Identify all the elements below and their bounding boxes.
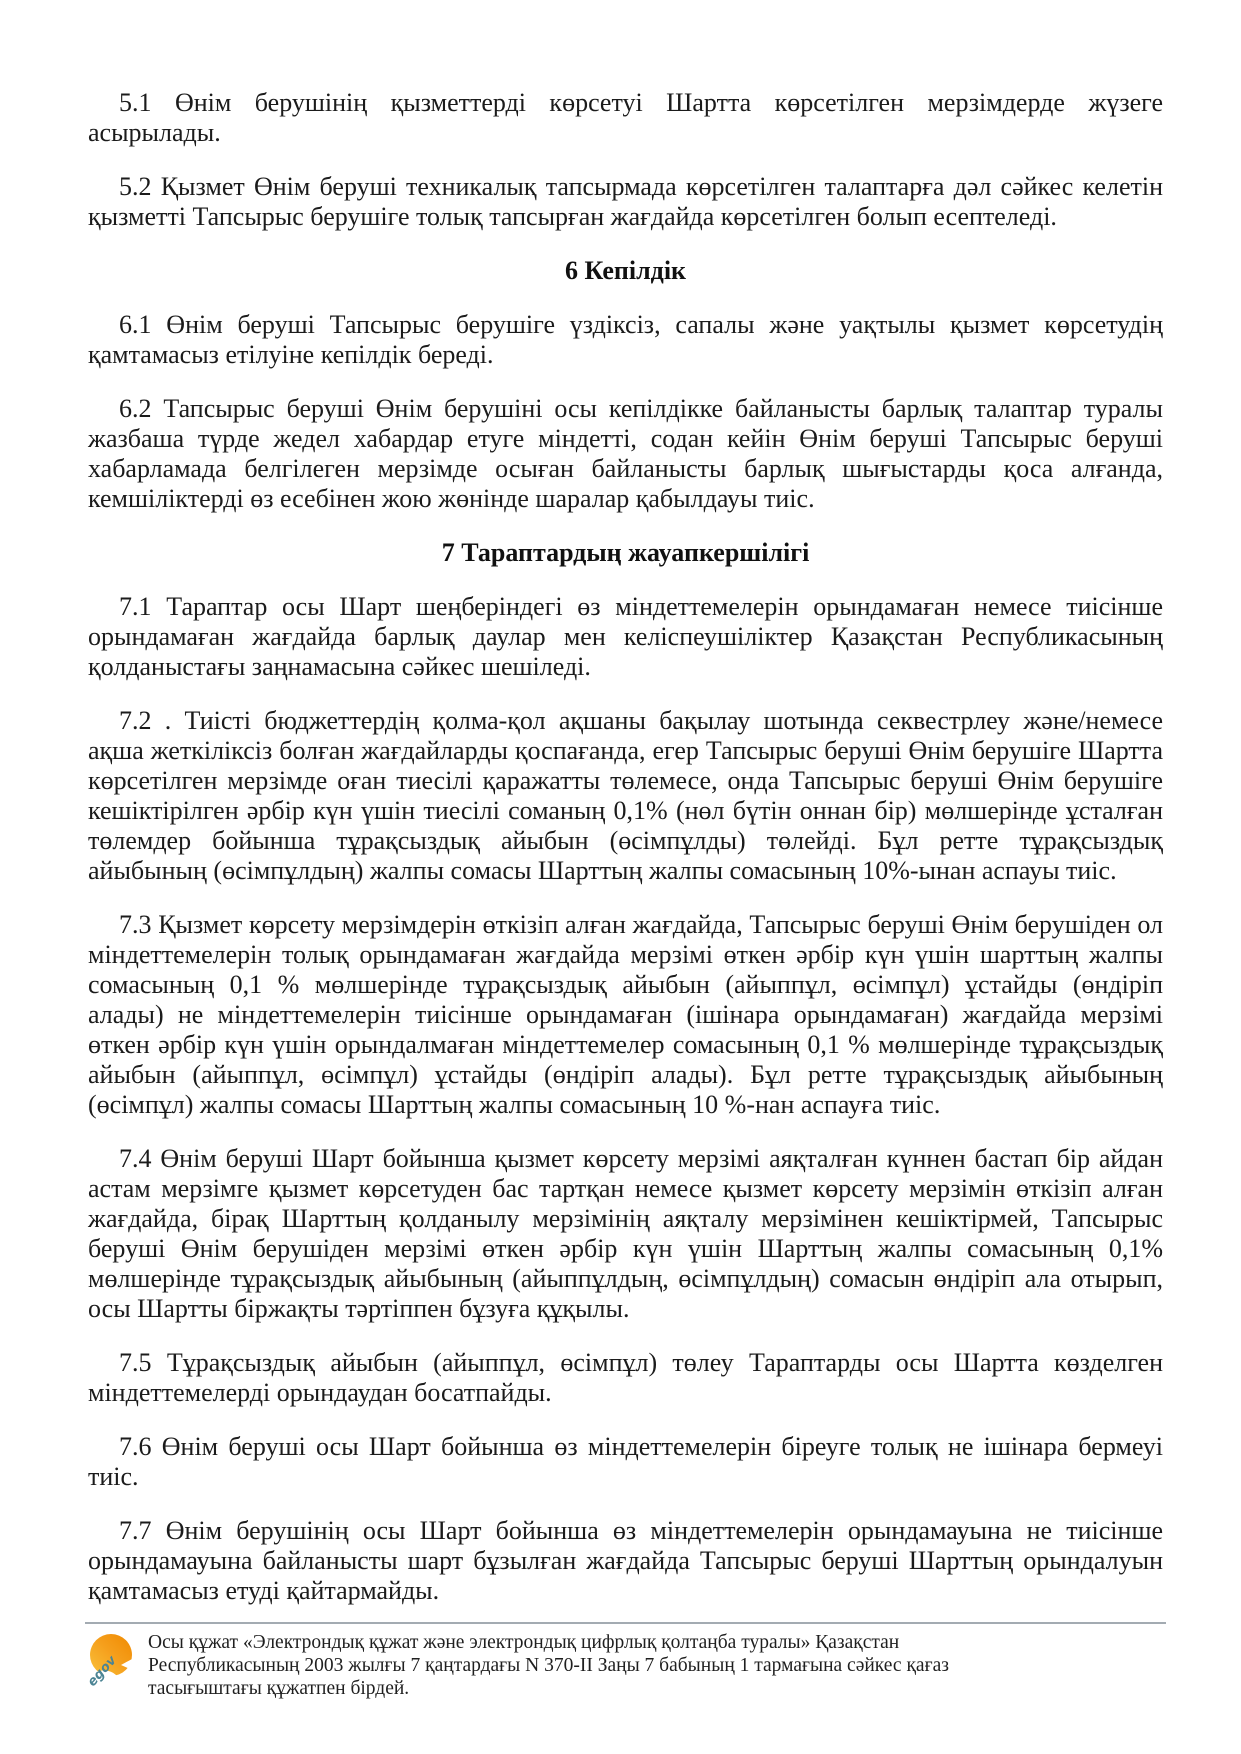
esign-footer (85, 1622, 1166, 1700)
clause-7-1: 7.1 Тараптар осы Шарт шеңберіндегі өз міндеттемелерін орындамаған немесе тиісінше орындамаған жағдайда барлық даулар мен келіспеушіліктер Қазақстан Республикасының қолданыстағы заңнамасына сәйкес шешіледі. (88, 592, 1163, 681)
clause-7-6: 7.6 Өнім беруші осы Шарт бойынша өз міндеттемелерін біреуге толық не ішінара бермеуі тиіс. (88, 1432, 1163, 1491)
clause-5-1: 5.1 Өнім берушінің қызметтерді көрсетуі Шартта көрсетілген мерзімдерде жүзеге асырылады. (88, 88, 1163, 147)
egov-logo (85, 1633, 137, 1689)
contract-text (88, 88, 1163, 1606)
esign-note: Осы құжат «Электрондық құжат және электрондық цифрлық қолтаңба туралы» Қазақстан Республикасының 2003 жылғы 7 қаңтардағы N 370-II Заңы 7 бабының 1 тармағына сәйкес қағаз тасығыштағы құжатпен бірдей. (148, 1632, 949, 1699)
clause-7-5: 7.5 Тұрақсыздық айыбын (айыппұл, өсімпұл) төлеу Тараптарды осы Шартта көзделген міндеттемелерді орындаудан босатпайды. (88, 1348, 1163, 1407)
clause-5-2: 5.2 Қызмет Өнім беруші техникалық тапсырмада көрсетілген талаптарға дәл сәйкес келетін қызметті Тапсырыс берушіге толық тапсырған жағдайда көрсетілген болып есептеледі. (88, 172, 1163, 231)
section-7-heading: 7 Тараптардың жауапкершілігі (441, 538, 810, 567)
section-6-heading: 6 Кепілдік (564, 256, 687, 285)
clause-6-1: 6.1 Өнім беруші Тапсырыс берушіге үздіксіз, сапалы және уақтылы қызмет көрсетудің қамтамасыз етілуіне кепілдік береді. (88, 310, 1163, 369)
egov-logo-text: egov (85, 1653, 120, 1689)
clause-7-7: 7.7 Өнім берушінің осы Шарт бойынша өз міндеттемелерін орындамауына не тиісінше орындамауына байланысты шарт бұзылған жағдайда Тапсырыс беруші Шарттың орындалуын қамтамасыз етуді қайтармайды. (88, 1516, 1163, 1605)
clause-6-2: 6.2 Тапсырыс беруші Өнім берушіні осы кепілдікке байланысты барлық талаптар туралы жазбаша түрде жедел хабардар етуге міндетті, содан кейін Өнім беруші Тапсырыс беруші хабарламада белгілеген мерзімде осыған байланысты барлық шығыстарды қоса алғанда, кемшіліктерді өз есебінен жою жөнінде шаралар қабылдауы тиіс. (88, 394, 1163, 513)
clause-7-3: 7.3 Қызмет көрсету мерзімдерін өткізіп алған жағдайда, Тапсырыс беруші Өнім берушіден ол міндеттемелерін толық орындамаған жағдайда мерзімі өткен әрбір күн үшін шарттың жалпы сомасының 0,1 % мөлшерінде тұрақсыздық айыбын (айыппұл, өсімпұл) ұстайды (өндіріп алады) не міндеттемелерін тиісінше орындамаған (ішінара орындамаған) жағдайда мерзімі өткен әрбір күн үшін орындалмаған міндеттемелер сомасының 0,1 % мөлшерінде тұрақсыздық айыбын (айыппұл, өсімпұл) ұстайды (өндіріп алады). Бұл ретте тұрақсыздық айыбының (өсімпұл) жалпы сомасы Шарттың жалпы сомасының 10 %-нан аспауға тиіс. (88, 910, 1163, 1119)
clause-7-4: 7.4 Өнім беруші Шарт бойынша қызмет көрсету мерзімі аяқталған күннен бастап бір айдан астам мерзімге қызмет көрсетуден бас тартқан немесе қызмет көрсету мерзімін өткізіп алған жағдайда, бірақ Шарттың қолданылу мерзімінің аяқталу мерзімінен кешіктірмей, Тапсырыс беруші Өнім берушіден мерзімі өткен әрбір күн үшін Шарттың жалпы сомасының 0,1% мөлшерінде тұрақсыздық айыбының (айыппұлдың, өсімпұлдың) сомасын өндіріп ала отырып, осы Шартты біржақты тәртіппен бұзуға құқылы. (88, 1144, 1163, 1323)
clause-7-2: 7.2 . Тиісті бюджеттердің қолма-қол ақшаны бақылау шотында секвестрлеу және/немесе ақша жеткіліксіз болған жағдайларды қоспағанда, егер Тапсырыс беруші Өнім берушіге Шартта көрсетілген мерзімде оған тиесілі қаражатты төлемесе, онда Тапсырыс беруші Өнім берушіге кешіктірілген әрбір күн үшін тиесілі соманың 0,1% (нөл бүтін оннан бір) мөлшерінде ұсталған төлемдер бойынша тұрақсыздық айыбын (өсімпұлды) төлейді. Бұл ретте тұрақсыздық айыбының (өсімпұлдың) жалпы сомасы Шарттың жалпы сомасының 10%-ынан аспауы тиіс. (88, 706, 1163, 885)
